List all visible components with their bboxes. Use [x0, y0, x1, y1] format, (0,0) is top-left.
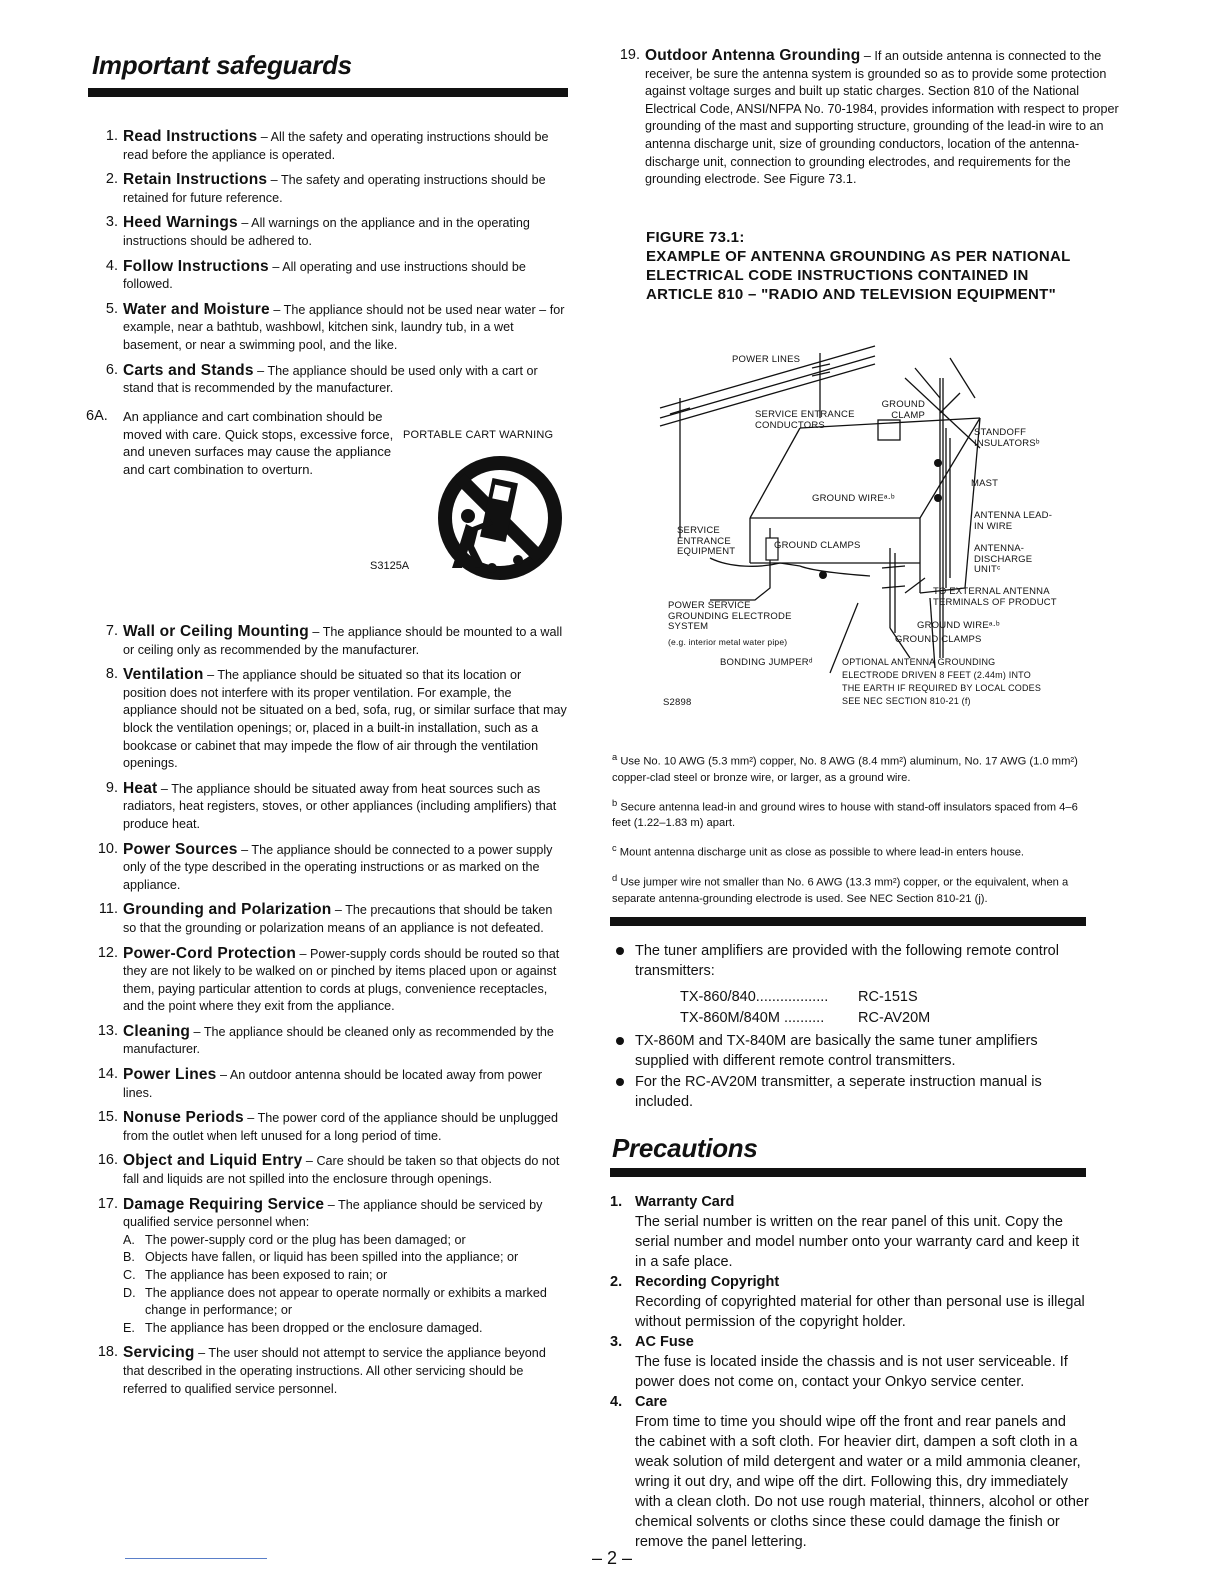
- footnote: [612, 870, 1090, 907]
- antenna-grounding-diagram: [650, 338, 1095, 738]
- item-text: The appliance should be used only with a cart or stand that is recommended by the manufacturer.: [123, 363, 538, 396]
- item-text: The user should not attempt to service the appliance beyond that described in the operating instructions. All other servicing should be referred to qualified service personnel.: [123, 1346, 546, 1396]
- footnote: [612, 795, 1090, 832]
- item-text: The appliance should be mounted to a wall or ceiling only as recommended by the manufacturer.: [123, 625, 563, 657]
- item-heading: Heat: [123, 779, 158, 797]
- item-heading: Power Lines: [123, 1066, 217, 1084]
- item-heading: Outdoor Antenna Grounding: [645, 47, 861, 64]
- item-heading: Ventilation: [123, 666, 204, 684]
- label-bonding-jumper: BONDING JUMPERᵈ: [720, 657, 813, 668]
- label-antenna-discharge-unit: ANTENNA-DISCHARGE UNITᶜ: [974, 543, 1033, 575]
- item-heading: Power-Cord Protection: [123, 944, 296, 962]
- footnote-mark: d: [612, 873, 618, 884]
- label-ground-clamps-bottom: GROUND CLAMPS: [895, 634, 982, 645]
- safeguard-item: 8. Ventilation – The appliance should be situated so that its location or position does not interfere with its proper ventilation. For example, the appliance should not be situated on a bed, sofa, rug, or similar surface that may block the ventilation openings; or, placed in a built-in installation, such as a bookcase or cabinet that may impede the flow of air through the ventilation openings.: [88, 666, 568, 773]
- item-heading: Grounding and Polarization: [123, 901, 332, 919]
- safeguard-item: 13. Cleaning – The appliance should be cleaned only as recommended by the manufacturer.: [88, 1023, 568, 1059]
- label-ground-wire-top: GROUND WIREᵃ·ᵇ: [812, 493, 895, 504]
- footnote: [612, 749, 1090, 786]
- item-number: 8.: [105, 666, 118, 683]
- remote-cell: RC-AV20M: [858, 1010, 931, 1026]
- safeguard-item-17: 17. Damage Requiring Service – The appliance should be serviced by qualified service personnel when: A. The power-supply cord or the plug has been damaged; or B. Objects have fallen, or liquid has been spilled into the appliance; or C. The appliance has been exposed to rain; or D. The appliance does not appear to operate normally or exhibits a marked change in performance; or E. The appliance has been dropped or the enclosure damaged.: [88, 1196, 568, 1338]
- label-power-lines: POWER LINES: [732, 354, 801, 365]
- precautions-rule: [610, 1168, 1086, 1177]
- safeguard-item: 5. Water and Moisture – The appliance should not be used near water – for example, near a bathtub, washbowl, kitchen sink, laundry tub, in a wet basement, or near a swimming pool, and the like.: [88, 301, 568, 355]
- cart-figure-code: S3125A: [370, 560, 410, 572]
- label-power-service-grounding: POWER SERVICE GROUNDING ELECTRODE SYSTEM: [668, 600, 792, 632]
- safeguard-item: 16. Object and Liquid Entry – Care should be taken so that objects do not fall and liquids are not spilled into the enclosure through openings.: [88, 1152, 568, 1188]
- sub-letter: A.: [123, 1232, 135, 1247]
- label-service-entrance-conductors: SERVICE ENTRANCE CONDUCTORS: [755, 409, 855, 431]
- footnote-text: Use No. 10 AWG (5.3 mm²) copper, No. 8 AWG (8.4 mm²) aluminum, No. 17 AWG (1.0 mm²) copper-clad steel or bronze wire, or larger, as a ground wire.: [612, 755, 1078, 784]
- safeguards-title: Important safeguards: [92, 50, 352, 80]
- footnote-mark: a: [612, 752, 618, 762]
- safeguard-item-18: 18. Servicing – The user should not attempt to service the appliance beyond that described in the operating instructions. All other servicing should be referred to qualified service personnel.: [88, 1344, 568, 1398]
- footnote-mark: b: [612, 797, 618, 808]
- list-item: [123, 1249, 568, 1267]
- item-text: An appliance and cart combination should be moved with care. Quick stops, excessive force, and uneven surfaces may cause the appliance and cart combination to overturn.: [123, 409, 394, 477]
- item-number: 1.: [105, 128, 118, 144]
- safeguard-item: 1. Read Instructions – All the safety and operating instructions should be read before the appliance is operated.: [88, 128, 568, 164]
- precaution-heading: Recording Copyright: [635, 1274, 780, 1290]
- item-text: The safety and operating instructions should be retained for future reference.: [123, 173, 546, 205]
- safeguard-item: 9. Heat – The appliance should be situated away from heat sources such as radiators, heat registers, stoves, or other appliances (including amplifiers) that produce heat.: [88, 780, 568, 834]
- item-text: The appliance should be situated away from heat sources such as radiators, heat registers, stoves, or other appliances (including amplifiers) that produce heat.: [123, 781, 557, 831]
- item-number: 14.: [97, 1066, 118, 1083]
- safeguard-item: 2. Retain Instructions – The safety and operating instructions should be retained for future reference.: [88, 171, 568, 207]
- precaution-text: Recording of copyrighted material for other than personal use is illegal without permission of the copyright holder.: [635, 1294, 1085, 1330]
- page-number: – 2 –: [591, 1548, 633, 1568]
- precaution-text: From time to time you should wipe off the front and rear panels and the cabinet with a soft cloth. For heavier dirt, dampen a soft cloth in a weak solution of mild detergent and water or a mild ammonia cleaner, wring it out dry, and wipe off the dirt. Following this, dry immediately with a clean cloth. Do not use rough material, thinners, alcohol or other chemical solvents or cloths since these could damage the finish or remove the panel lettering.: [635, 1414, 1089, 1550]
- footnote-text: Mount antenna discharge unit as close as possible to where lead-in enters house.: [619, 847, 1025, 860]
- precaution-item: [610, 1192, 1090, 1272]
- footnote-mark: c: [612, 843, 617, 854]
- cart-warning-text: [88, 408, 395, 478]
- item-heading: Object and Liquid Entry: [123, 1152, 303, 1170]
- sub-letter: B.: [123, 1250, 135, 1265]
- label-optional-grounding-electrode: OPTIONAL ANTENNA GROUNDING ELECTRODE DRIVEN 8 FEET (2.44m) INTO THE EARTH IF REQUIRED BY LOCAL CODES SEE NEC SECTION 810-21 (f): [842, 657, 1042, 706]
- label-service-entrance-equipment: SERVICE ENTRANCE EQUIPMENT: [677, 525, 736, 557]
- item-heading: Power Sources: [123, 840, 238, 858]
- sub-letter: E.: [123, 1320, 135, 1335]
- item-heading: Heed Warnings: [123, 214, 238, 232]
- cart-warning-block: [88, 408, 568, 590]
- label-water-pipe-note: (e.g. interior metal water pipe): [668, 637, 788, 647]
- footnote-text: Secure antenna lead-in and ground wires to house with stand-off insulators spaced from 4–6 feet (1.22–1.83 m) apart.: [612, 801, 1078, 830]
- item-heading: Water and Moisture: [123, 300, 270, 318]
- item-number: 17.: [97, 1195, 118, 1212]
- item-text: The appliance should be cleaned only as recommended by the manufacturer.: [123, 1024, 554, 1057]
- item-number: 11.: [98, 901, 118, 918]
- sub-text: The appliance has been exposed to rain; or: [145, 1268, 388, 1282]
- footnote-text: Use jumper wire not smaller than No. 6 AWG (13.3 mm²) copper, or the equivalent, when a separate antenna-grounding electrode is used. See NEC Section 810-21 (j).: [612, 876, 1069, 905]
- item-heading: Servicing: [123, 1344, 195, 1362]
- safeguard-item: 7. Wall or Ceiling Mounting – The appliance should be mounted to a wall or ceiling only as recommended by the manufacturer.: [88, 623, 568, 659]
- safeguard-item: 3. Heed Warnings – All warnings on the appliance and in the operating instructions should be adhered to.: [88, 214, 568, 250]
- bullet-icon: [616, 947, 624, 955]
- list-item: [123, 1320, 568, 1338]
- label-external-antenna-terminals: TO EXTERNAL ANTENNA TERMINALS OF PRODUCT: [933, 586, 1057, 608]
- precaution-text: The fuse is located inside the chassis and is not user serviceable. If power does not come on, contact your Onkyo service center.: [635, 1354, 1068, 1390]
- table-row: [680, 987, 930, 1008]
- safeguard-item: 4. Follow Instructions – All operating and use instructions should be followed.: [88, 258, 568, 294]
- item-number: 6.: [105, 361, 118, 378]
- precaution-number: 4.: [610, 1394, 623, 1410]
- item-heading: Follow Instructions: [123, 257, 269, 275]
- remote-table: [680, 987, 930, 1029]
- safeguards-list-b: [88, 623, 568, 1405]
- remote-cell: RC-151S: [858, 989, 918, 1005]
- safeguard-item: 6. Carts and Stands – The appliance should be used only with a cart or stand that is recommended by the manufacturer.: [88, 362, 568, 398]
- item-number: 13.: [97, 1022, 118, 1039]
- tipping-cart-icon: [408, 450, 568, 586]
- precaution-heading: AC Fuse: [635, 1334, 694, 1350]
- diagram-footnotes: [612, 749, 1090, 916]
- item-text: The appliance should be situated so that its location or position does not interfere with its proper ventilation. For example, the appliance should not be situated on a bed, sofa, rug, or similar surface that may block the ventilation openings; or, placed in a built-in installation, such as a bookcase or cabinet that may impede the flow of air through the ventilation openings.: [123, 668, 567, 771]
- figure-title: FIGURE 73.1:: [646, 229, 745, 246]
- precaution-number: 3.: [610, 1334, 623, 1350]
- item-number: 19.: [619, 47, 640, 63]
- model-cell: TX-860/840..................: [680, 989, 829, 1005]
- bullet-icon: [616, 1037, 624, 1045]
- safeguard-item: 14. Power Lines – An outdoor antenna should be located away from power lines.: [88, 1066, 568, 1102]
- item-heading: Read Instructions: [123, 128, 258, 145]
- figure-caption: EXAMPLE OF ANTENNA GROUNDING AS PER NATIONAL ELECTRICAL CODE INSTRUCTIONS CONTAINED IN ARTICLE 810 – "RADIO AND TELEVISION EQUIPMENT": [646, 248, 1071, 303]
- bullet-icon: [616, 1078, 624, 1086]
- precautions-list: [610, 1192, 1090, 1552]
- precaution-item: [610, 1332, 1090, 1392]
- item-number: 2.: [105, 171, 118, 188]
- item-text: If an outside antenna is connected to the receiver, be sure the antenna system is grounded so as to provide some protection against voltage surges and built up static charges. Section 810 of the National Electrical Code, ANSI/NFPA No. 70-1984, provides information with respect to proper grounding of the mast and supporting structure, grounding of the lead-in wire to an antenna discharge unit, size of grounding conductors, location of the antenna-discharge unit, connection to grounding electrodes, and requirements for the grounding electrode. See Figure 73.1.: [645, 49, 1119, 187]
- item-heading: Nonuse Periods: [123, 1109, 244, 1127]
- safeguard-item-19: 19. Outdoor Antenna Grounding – If an outside antenna is connected to the receiver, be sure the antenna system is grounded so as to provide some protection against voltage surges and built up static charges. Section 810 of the National Electrical Code, ANSI/NFPA No. 70-1984, provides information with respect to proper grounding of the mast and supporting structure, grounding of the lead-in wire to an antenna discharge unit, size of grounding conductors, location of the antenna-discharge unit, connection to grounding electrodes, and requirements for the grounding electrode. See Figure 73.1.: [610, 47, 1120, 189]
- precautions-title: Precautions: [612, 1133, 758, 1163]
- bullet-text: For the RC-AV20M transmitter, a seperate instruction manual is included.: [635, 1074, 1042, 1110]
- title-rule: [88, 88, 568, 97]
- precaution-number: 2.: [610, 1274, 623, 1290]
- remote-notes-list: [610, 941, 1090, 1113]
- table-row: [680, 1008, 930, 1029]
- item-text: The precautions that should be taken so that the grounding or polarization means of an appliance is not defeated.: [123, 903, 553, 935]
- item-text: The appliance should not be used near water – for example, near a bathtub, washbowl, kitchen sink, laundry tub, in a wet basement, or near a swimming pool, and the like.: [123, 302, 565, 352]
- item-number: 6A.: [86, 408, 108, 424]
- safeguard-item: 12. Power-Cord Protection – Power-supply cords should be routed so that they are not likely to be walked on or pinched by items placed upon or against them, paying particular attention to cords at plugs, convenience receptacles, and the point where they exit from the appliance.: [88, 945, 568, 1016]
- precaution-number: 1.: [610, 1194, 623, 1210]
- item-number: 9.: [105, 779, 118, 796]
- precaution-item: [610, 1272, 1090, 1332]
- bullet-text: The tuner amplifiers are provided with the following remote control transmitters:: [635, 943, 1059, 979]
- item-heading: Retain Instructions: [123, 171, 268, 189]
- item-number: 10.: [97, 840, 118, 857]
- sub-letter: C.: [123, 1268, 136, 1282]
- label-ground-clamps-mid: GROUND CLAMPS: [774, 540, 861, 551]
- precaution-item: [610, 1392, 1090, 1552]
- item-number: 16.: [97, 1152, 118, 1169]
- item-number: 15.: [97, 1109, 118, 1126]
- diagram-code: S2898: [663, 697, 692, 708]
- sub-text: Objects have fallen, or liquid has been spilled into the appliance; or: [145, 1250, 519, 1265]
- item-number: 12.: [97, 944, 118, 961]
- label-mast: MAST: [971, 478, 999, 489]
- item-text: The power cord of the appliance should be unplugged from the outlet when left unused for a long period of time.: [123, 1111, 558, 1143]
- footnote: [612, 840, 1090, 861]
- list-item: [123, 1285, 568, 1320]
- list-item: [610, 1031, 1090, 1071]
- precaution-heading: Warranty Card: [635, 1194, 735, 1210]
- portable-cart-warning-label: PORTABLE CART WARNING: [403, 429, 554, 441]
- item-text: Care should be taken so that objects do not fall and liquids are not spilled into the enclosure through openings.: [123, 1154, 560, 1187]
- list-item: [610, 941, 1090, 1029]
- section-rule: [610, 917, 1086, 926]
- sub-text: The appliance has been dropped or the enclosure damaged.: [145, 1320, 483, 1335]
- item-text: All the safety and operating instructions should be read before the appliance is operated.: [123, 130, 549, 162]
- item-number: 3.: [105, 214, 118, 231]
- item-heading: Wall or Ceiling Mounting: [123, 623, 309, 640]
- bullet-text: TX-860M and TX-840M are basically the same tuner amplifiers supplied with different remote control transmitters.: [635, 1033, 1038, 1069]
- item-number: 5.: [105, 300, 118, 317]
- item-text: All warnings on the appliance and in the operating instructions should be adhered to.: [123, 216, 530, 248]
- label-ground-clamp: GROUND CLAMP: [881, 399, 925, 421]
- item-heading: Cleaning: [123, 1022, 191, 1040]
- model-cell: TX-860M/840M ..........: [680, 1010, 825, 1026]
- precaution-text: The serial number is written on the rear panel of this unit. Copy the serial number and model number onto your warranty card and keep it in a safe place.: [635, 1214, 1080, 1270]
- safeguard-item: 11. Grounding and Polarization – The precautions that should be taken so that the grounding or polarization means of an appliance is not defeated.: [88, 901, 568, 937]
- sub-letter: D.: [123, 1285, 136, 1300]
- item-number: 7.: [105, 623, 118, 639]
- list-item: [610, 1072, 1090, 1112]
- safeguards-list-a: [88, 128, 568, 405]
- label-antenna-lead-in-wire: ANTENNA LEAD-IN WIRE: [974, 510, 1053, 532]
- figure-caption-block: [646, 228, 1091, 304]
- item-text: The appliance should be connected to a power supply only of the type described in the operating instructions or as marked on the appliance.: [123, 842, 553, 892]
- item-text: The appliance should be serviced by qualified service personnel when:: [123, 1197, 543, 1230]
- sub-text: The power-supply cord or the plug has been damaged; or: [145, 1232, 466, 1247]
- item-text: An outdoor antenna should be located away from power lines.: [123, 1068, 543, 1100]
- safeguard-item: 10. Power Sources – The appliance should be connected to a power supply only of the type described in the operating instructions or as marked on the appliance.: [88, 841, 568, 895]
- item-heading: Carts and Stands: [123, 361, 254, 379]
- item-heading: Damage Requiring Service: [123, 1195, 325, 1213]
- list-item: [123, 1267, 568, 1285]
- label-ground-wire-bottom: GROUND WIREᵃ·ᵇ: [917, 620, 1000, 631]
- item-number: 4.: [105, 257, 118, 274]
- item-number: 18.: [97, 1344, 118, 1361]
- precaution-heading: Care: [635, 1394, 668, 1410]
- label-standoff-insulators: STANDOFF INSULATORSᵇ: [974, 427, 1040, 449]
- damage-conditions-list: [123, 1232, 568, 1338]
- list-item: [123, 1232, 568, 1250]
- safeguard-item: 15. Nonuse Periods – The power cord of the appliance should be unplugged from the outlet when left unused for a long period of time.: [88, 1109, 568, 1145]
- sub-text: The appliance does not appear to operate normally or exhibits a marked change in performance; or: [145, 1285, 547, 1318]
- item-text: All operating and use instructions should be followed.: [123, 259, 526, 292]
- item-text: Power-supply cords should be routed so that they are not likely to be walked on or pinched by items placed upon or against them, paying particular attention to cords at plugs, convenience receptacles, and the point where they exit from the appliance.: [123, 946, 560, 1014]
